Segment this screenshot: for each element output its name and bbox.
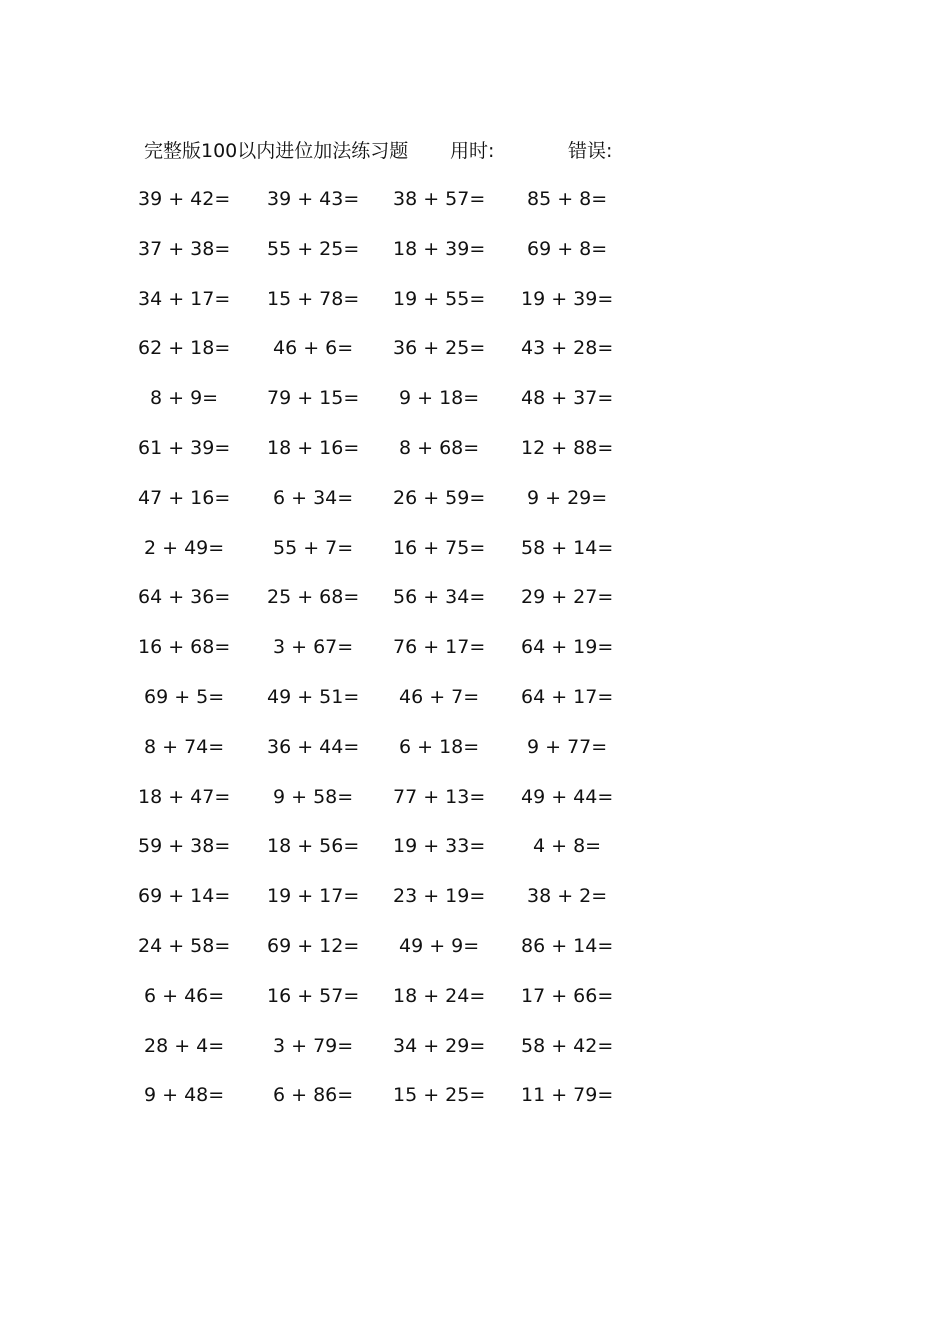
problem-item: 12 + 88= [521,437,614,459]
problem-item: 15 + 25= [393,1084,486,1107]
problem-item: 59 + 38= [138,835,231,858]
problem-item: 46 + 6= [273,337,354,360]
problem-item: 6 + 46= [144,984,225,1007]
problem-item: 9 + 29= [527,486,608,509]
problem-item: 38 + 2= [527,885,608,908]
problem-item: 9 + 48= [144,1084,225,1107]
problem-item: 18 + 16= [267,437,360,459]
problem-item: 9 + 77= [527,735,608,758]
problem-item: 6 + 86= [273,1084,354,1107]
problem-item: 9 + 18= [399,387,480,410]
problem-item: 46 + 7= [399,686,480,708]
problem-item: 43 + 28= [521,337,614,360]
problem-item: 29 + 27= [521,586,614,609]
problem-item: 8 + 68= [399,437,480,459]
problem-item: 62 + 18= [138,337,231,360]
problem-item: 19 + 55= [393,287,486,310]
problem-item: 55 + 7= [273,536,354,559]
problem-item: 16 + 75= [393,536,486,559]
problem-item: 61 + 39= [138,437,231,459]
problem-item: 36 + 25= [393,337,486,360]
problem-item: 24 + 58= [138,935,231,957]
problem-item: 3 + 79= [273,1034,354,1057]
problem-item: 69 + 14= [138,885,231,908]
problem-item: 8 + 74= [144,735,225,758]
problem-item: 64 + 19= [521,636,614,659]
problem-item: 38 + 57= [393,188,486,210]
problem-item: 6 + 34= [273,486,354,509]
problem-item: 36 + 44= [267,735,360,758]
problem-item: 25 + 68= [267,586,360,609]
problem-item: 6 + 18= [399,735,480,758]
problem-item: 69 + 5= [144,686,225,708]
problem-item: 28 + 4= [144,1034,225,1057]
problem-item: 4 + 8= [533,835,602,858]
problem-item: 79 + 15= [267,387,360,410]
problem-item: 47 + 16= [138,486,231,509]
problem-item: 18 + 24= [393,984,486,1007]
problem-item: 8 + 9= [150,387,219,410]
problem-item: 39 + 43= [267,188,360,210]
worksheet-title: 完整版100以内进位加法练习题 [144,140,409,162]
problem-item: 49 + 51= [267,686,360,708]
problem-item: 19 + 39= [521,287,614,310]
problem-item: 34 + 17= [138,287,231,310]
problem-item: 34 + 29= [393,1034,486,1057]
problem-item: 56 + 34= [393,586,486,609]
problem-item: 55 + 25= [267,237,360,260]
problem-item: 19 + 33= [393,835,486,858]
problem-item: 16 + 68= [138,636,231,659]
problem-item: 64 + 36= [138,586,231,609]
problem-item: 18 + 39= [393,237,486,260]
problem-item: 26 + 59= [393,486,486,509]
problem-item: 85 + 8= [527,188,608,210]
problem-item: 69 + 12= [267,935,360,957]
problem-item: 9 + 58= [273,785,354,808]
problem-item: 19 + 17= [267,885,360,908]
problem-item: 11 + 79= [521,1084,614,1107]
problem-item: 39 + 42= [138,188,231,210]
problem-item: 49 + 9= [399,935,480,957]
problem-item: 15 + 78= [267,287,360,310]
problem-item: 18 + 56= [267,835,360,858]
problem-item: 77 + 13= [393,785,486,808]
problem-item: 76 + 17= [393,636,486,659]
problem-item: 16 + 57= [267,984,360,1007]
problem-item: 37 + 38= [138,237,231,260]
time-label: 用时: [450,140,495,162]
problem-item: 3 + 67= [273,636,354,659]
problem-item: 64 + 17= [521,686,614,708]
problem-item: 2 + 49= [144,536,225,559]
problem-item: 86 + 14= [521,935,614,957]
problem-item: 69 + 8= [527,237,608,260]
problem-item: 58 + 42= [521,1034,614,1057]
problem-item: 17 + 66= [521,984,614,1007]
problem-item: 58 + 14= [521,536,614,559]
problem-item: 49 + 44= [521,785,614,808]
problem-item: 18 + 47= [138,785,231,808]
problem-item: 48 + 37= [521,387,614,410]
errors-label: 错误: [568,140,613,162]
problem-item: 23 + 19= [393,885,486,908]
